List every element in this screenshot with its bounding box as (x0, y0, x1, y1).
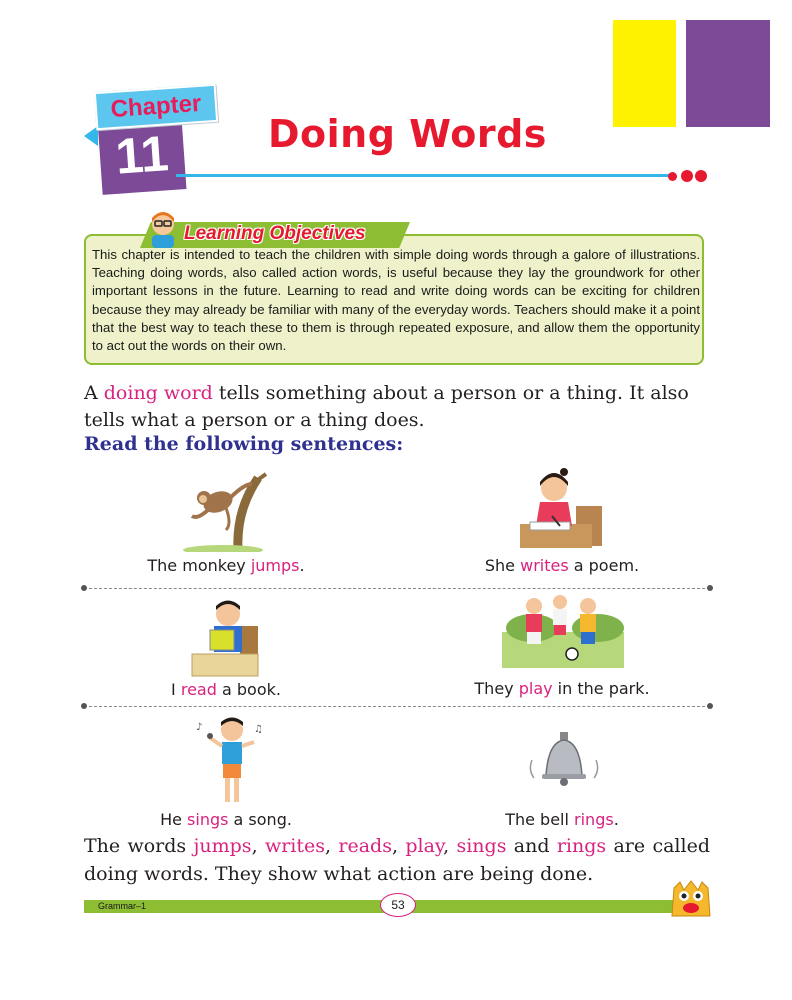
summary-text: , (443, 835, 457, 857)
boy-singing-illustration (190, 714, 270, 808)
verb-word: sings (187, 810, 229, 829)
summary-text: , (325, 835, 339, 857)
separator-dot (81, 703, 87, 709)
verb-word: rings (556, 835, 607, 857)
purple-corner-block (686, 20, 770, 127)
yellow-corner-block (613, 20, 676, 127)
verb-word: jumps (193, 835, 252, 857)
doing-word-term: doing word (103, 382, 213, 404)
title-dot (695, 170, 707, 182)
sentence-girl-writes (412, 556, 712, 575)
svg-text:♫: ♫ (254, 724, 263, 735)
summary-text: , (251, 835, 265, 857)
sentence-text: a poem. (568, 556, 640, 575)
sentence-he-sings (76, 810, 376, 829)
page-title: Doing Words (268, 112, 547, 156)
svg-text:♪: ♪ (196, 722, 203, 733)
title-underline (176, 174, 676, 177)
sentence-text: The bell (505, 810, 575, 829)
sentence-monkey (76, 556, 376, 575)
verb-word: writes (520, 556, 569, 575)
monkey-jumping-illustration (178, 470, 268, 552)
footer-book-label: Grammar–1 (98, 901, 147, 911)
separator-dot (707, 585, 713, 591)
sentence-text: . (299, 556, 305, 575)
summary-text: , (391, 835, 406, 857)
learning-objectives-heading: Learning Objectives (184, 223, 366, 244)
verb-word: play (518, 679, 553, 698)
children-playing-illustration (502, 592, 624, 670)
sentence-text: in the park. (552, 679, 650, 698)
chapter-label: Chapter (94, 84, 218, 130)
boy-reading-illustration (188, 596, 268, 678)
separator-dot (707, 703, 713, 709)
title-dot (681, 170, 693, 182)
separator-dot (81, 585, 87, 591)
sentence-text: The monkey (147, 556, 251, 575)
sentence-text: She (484, 556, 521, 575)
verb-word: sings (456, 835, 507, 857)
verb-word: read (180, 680, 217, 699)
summary-text: are called doing words. They show what action are being done. (84, 835, 710, 885)
summary-text: and (506, 835, 557, 857)
learning-objectives-text: This chapter is intended to teach the children with simple doing words through a galore of illustrations. Teaching doing words, also called action words, is useful because they lay the groundwork for other important lessons in the future. Learning to read and write doing words can be exciting for children because they may already be familiar with many of the everyday words. Teachers should make it a point that the best way to teach these to them is through repeated exposure, and allow them the opportunity to act out the words on their own. (92, 247, 700, 354)
sentence-text: . (613, 810, 619, 829)
page-number: 53 (380, 893, 416, 917)
sentence-they-play (412, 679, 712, 698)
intro-text: A (84, 382, 104, 404)
sentence-bell-rings (412, 810, 712, 829)
verb-word: play (405, 835, 444, 857)
sentence-text: They (474, 679, 519, 698)
sentence-text: a song. (228, 810, 292, 829)
verb-word: reads (338, 835, 392, 857)
section-heading: Read the following sentences: (84, 433, 404, 455)
summary-paragraph (84, 832, 710, 888)
sentence-text: I (171, 680, 181, 699)
verb-word: jumps (250, 556, 300, 575)
row-separator (84, 588, 710, 589)
intro-paragraph (84, 380, 714, 434)
title-dot (668, 172, 677, 181)
chapter-number: 11 (98, 115, 187, 195)
row-separator (84, 706, 710, 707)
summary-text: The words (84, 835, 194, 857)
sentence-i-read (76, 680, 376, 699)
intro-text: tells something about a person or a thing. It also tells what a person or a thing does. (84, 382, 689, 431)
ringing-bell-illustration (524, 730, 604, 790)
verb-word: writes (264, 835, 325, 857)
girl-writing-illustration (516, 466, 606, 550)
sentence-text: He (160, 810, 188, 829)
mascot-icon (668, 880, 714, 920)
verb-word: rings (574, 810, 614, 829)
teacher-avatar-icon (146, 208, 180, 248)
sentence-text: a book. (216, 680, 281, 699)
